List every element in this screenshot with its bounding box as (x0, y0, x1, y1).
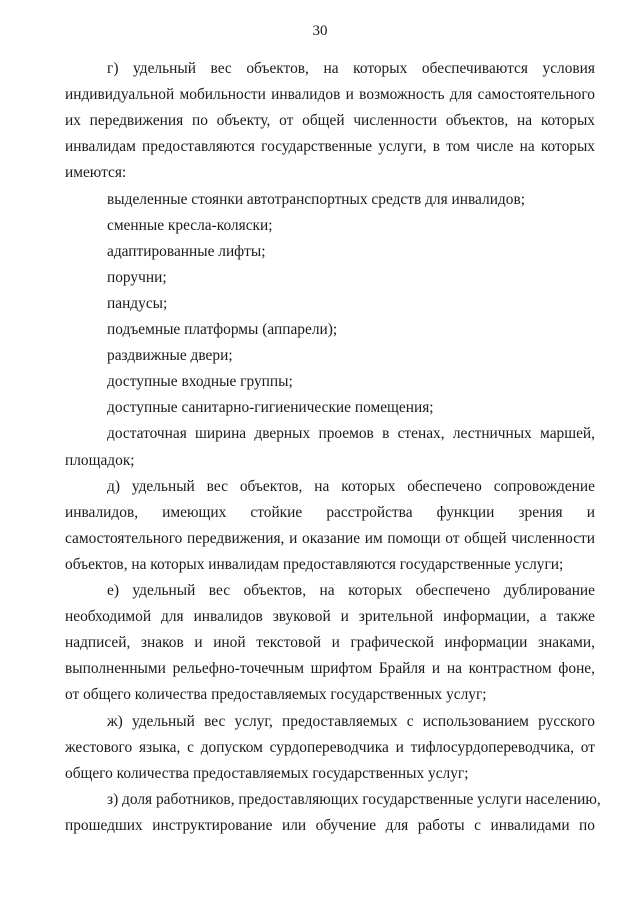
text-line: имеются: (65, 164, 127, 182)
text-line: доступные санитарно-гигиенические помещения; (107, 399, 434, 417)
text-line: подъемные платформы (аппарели); (107, 321, 338, 338)
text-line: общего количества предоставляемых государственных услуг; (65, 764, 469, 782)
text-line: инвалидов, имеющих стойкие расстройства функции зрения и (65, 503, 595, 521)
text-line: инвалидам предоставляются государственные услуги, в том числе на которых (65, 138, 595, 156)
text-line: д) удельный вес объектов, на которых обеспечено сопровождение (107, 477, 595, 495)
text-line: объектов, на которых инвалидам предоставляются государственные услуги; (65, 555, 564, 573)
text-line: е) удельный вес объектов, на которых обеспечено дублирование (107, 582, 595, 599)
text-line: ж) удельный вес услуг, предоставляемых с использованием русского (107, 712, 595, 730)
text-line: необходимой для инвалидов звуковой и зрительной информации, а также (65, 608, 595, 626)
text-line: площадок; (65, 451, 135, 469)
text-line: адаптированные лифты; (107, 242, 266, 260)
page-number: 30 (312, 23, 328, 39)
text-line: жестового языка, с допуском сурдопереводчика и тифлосурдопереводчика, от (65, 738, 595, 756)
text-line: надписей, знаков и иной текстовой и графической информации знаками, (65, 634, 595, 652)
text-line: г) удельный вес объектов, на которых обеспечиваются условия (107, 60, 595, 77)
text-line: з) доля работников, предоставляющих государственные услуги населению, (107, 790, 601, 808)
text-line: доступные входные группы; (107, 373, 293, 391)
text-line: достаточная ширина дверных проемов в стенах, лестничных маршей, (107, 425, 595, 443)
text-line: самостоятельного передвижения, и оказание им помощи от общей численности (65, 529, 595, 547)
text-line: выполненными рельефно-точечным шрифтом Брайля и на контрастном фоне, (65, 660, 595, 678)
text-line: сменные кресла-коляски; (107, 216, 273, 234)
text-line: выделенные стоянки автотранспортных средств для инвалидов; (107, 190, 525, 208)
text-line: их передвижения по объекту, от общей численности объектов, на которых (65, 112, 595, 130)
text-line: пандусы; (107, 294, 168, 312)
text-line: от общего количества предоставляемых государственных услуг; (65, 686, 487, 704)
text-line: индивидуальной мобильности инвалидов и возможность для самостоятельного (65, 86, 595, 104)
text-line: поручни; (107, 268, 167, 286)
text-line: раздвижные двери; (107, 347, 233, 365)
text-line: прошедших инструктирование или обучение для работы с инвалидами по (65, 816, 595, 834)
